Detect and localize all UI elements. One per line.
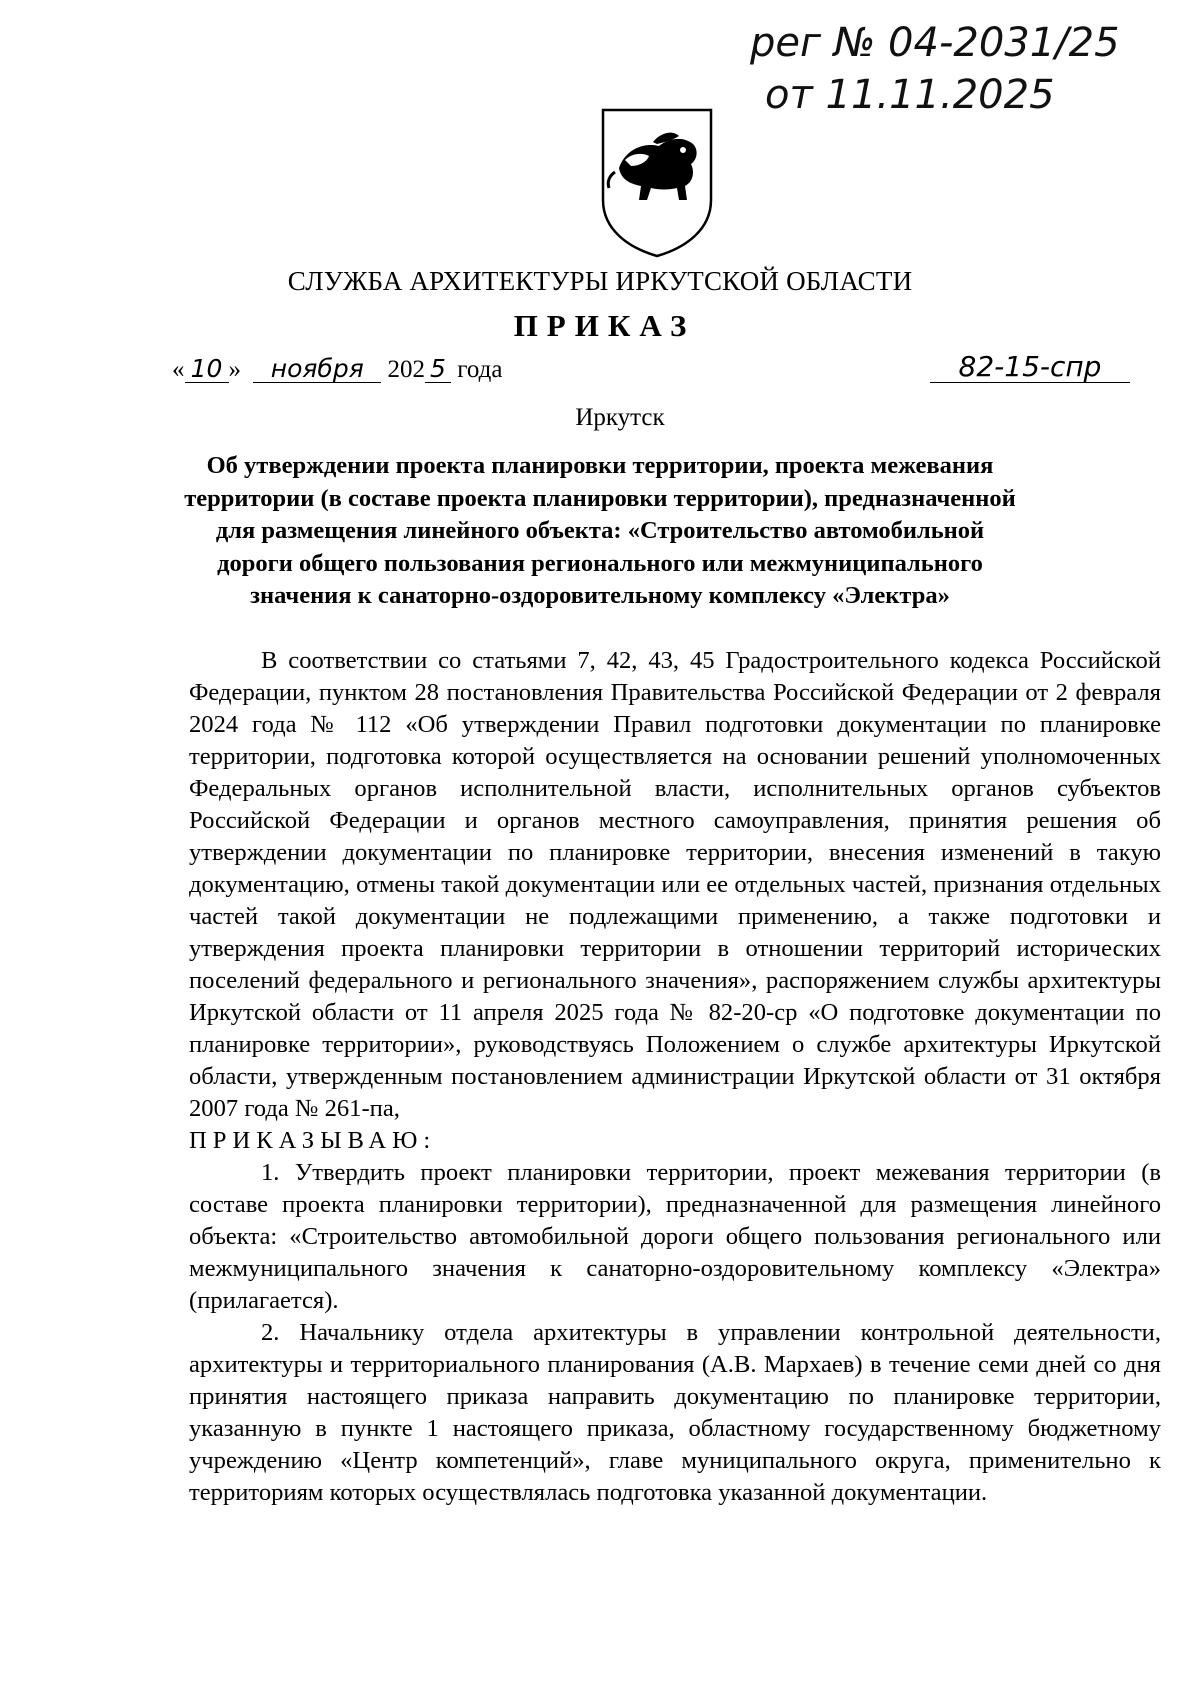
preamble-paragraph: В соответствии со статьями 7, 42, 43, 45 Градостроительного кодекса Российской Федерации, пунктом 28 постановления Правительства Российской Федерации от 2 февраля 2024 года № 112 «Об утверждении Правил подготовки документации по планировке территории, подготовка которой осуществляется на основании решений уполномоченных Федеральных органов исполнительной власти, исполнительных органов субъектов Российской Федерации и органов местного самоуправления, принятия решения об утверждении документации по планировке территории, внесения изменений в такую документацию, отмены такой документации или ее отдельных частей, признания отдельных частей такой документации не подлежащими применению, а также подготовки и утверждения проекта планировки территории в отношении территорий исторических поселений федерального и регионального значения», распоряжением службы архитектуры Иркутской области от 11 апреля 2025 года № 82-20-ср «О подготовке документации по планировке территории», руководствуясь Положением о службе архитектуры Иркутской области, утвержденным постановлением администрации Иркутской области от 31 октября 2007 года № 261-па, (189, 647, 1161, 1122)
date-year-suffix: 5 (425, 356, 451, 383)
date-day: 10 (185, 356, 229, 383)
registration-number: рег № 04-2031/25 (750, 20, 1120, 66)
order-date (172, 356, 502, 384)
date-close-quote: » (228, 356, 241, 383)
document-title: Об утверждении проекта планировки территории, проекта межевания территории (в составе проекта планировки территории), предназначенной для размещения линейного объекта: «Строительство автомобильной дороги общего пользования регионального или межмуниципального значения к санаторно-оздоровительному комплексу «Электра» (184, 452, 1016, 609)
order-word: ПРИКАЗЫВАЮ: (189, 1127, 437, 1154)
date-year-word: года (457, 356, 503, 383)
document-type: ПРИКАЗ (513, 308, 696, 343)
order-item-2: 2. Начальнику отдела архитектуры в управлении контрольной деятельности, архитектуры и территориального планирования (А.В. Мархаев) в течение семи дней со дня принятия настоящего приказа направить документацию по планировке территории, указанную в пункте 1 настоящего приказа, областному государственному бюджетному учреждению «Центр компетенций», главе муниципального округа, применительно к территориям которых осуществлялась подготовка указанной документации. (189, 1319, 1161, 1506)
agency-name: СЛУЖБА АРХИТЕКТУРЫ ИРКУТСКОЙ ОБЛАСТИ (287, 266, 913, 296)
irkutsk-coat-of-arms-icon (595, 102, 719, 260)
order-number: 82-15-спр (930, 352, 1130, 383)
date-year-prefix: 202 (387, 356, 425, 383)
city: Иркутск (575, 404, 665, 431)
date-open-quote: « (172, 356, 185, 383)
document-body (189, 645, 1161, 1509)
order-item-1: 1. Утвердить проект планировки территории, проект межевания территории (в составе проекта планировки территории), предназначенной для размещения линейного объекта: «Строительство автомобильной дороги общего пользования регионального или межмуниципального значения к санаторно-оздоровительному комплексу «Электра» (прилагается). (189, 1159, 1161, 1314)
registration-date: от 11.11.2025 (765, 72, 1055, 118)
date-month: ноября (253, 356, 381, 383)
